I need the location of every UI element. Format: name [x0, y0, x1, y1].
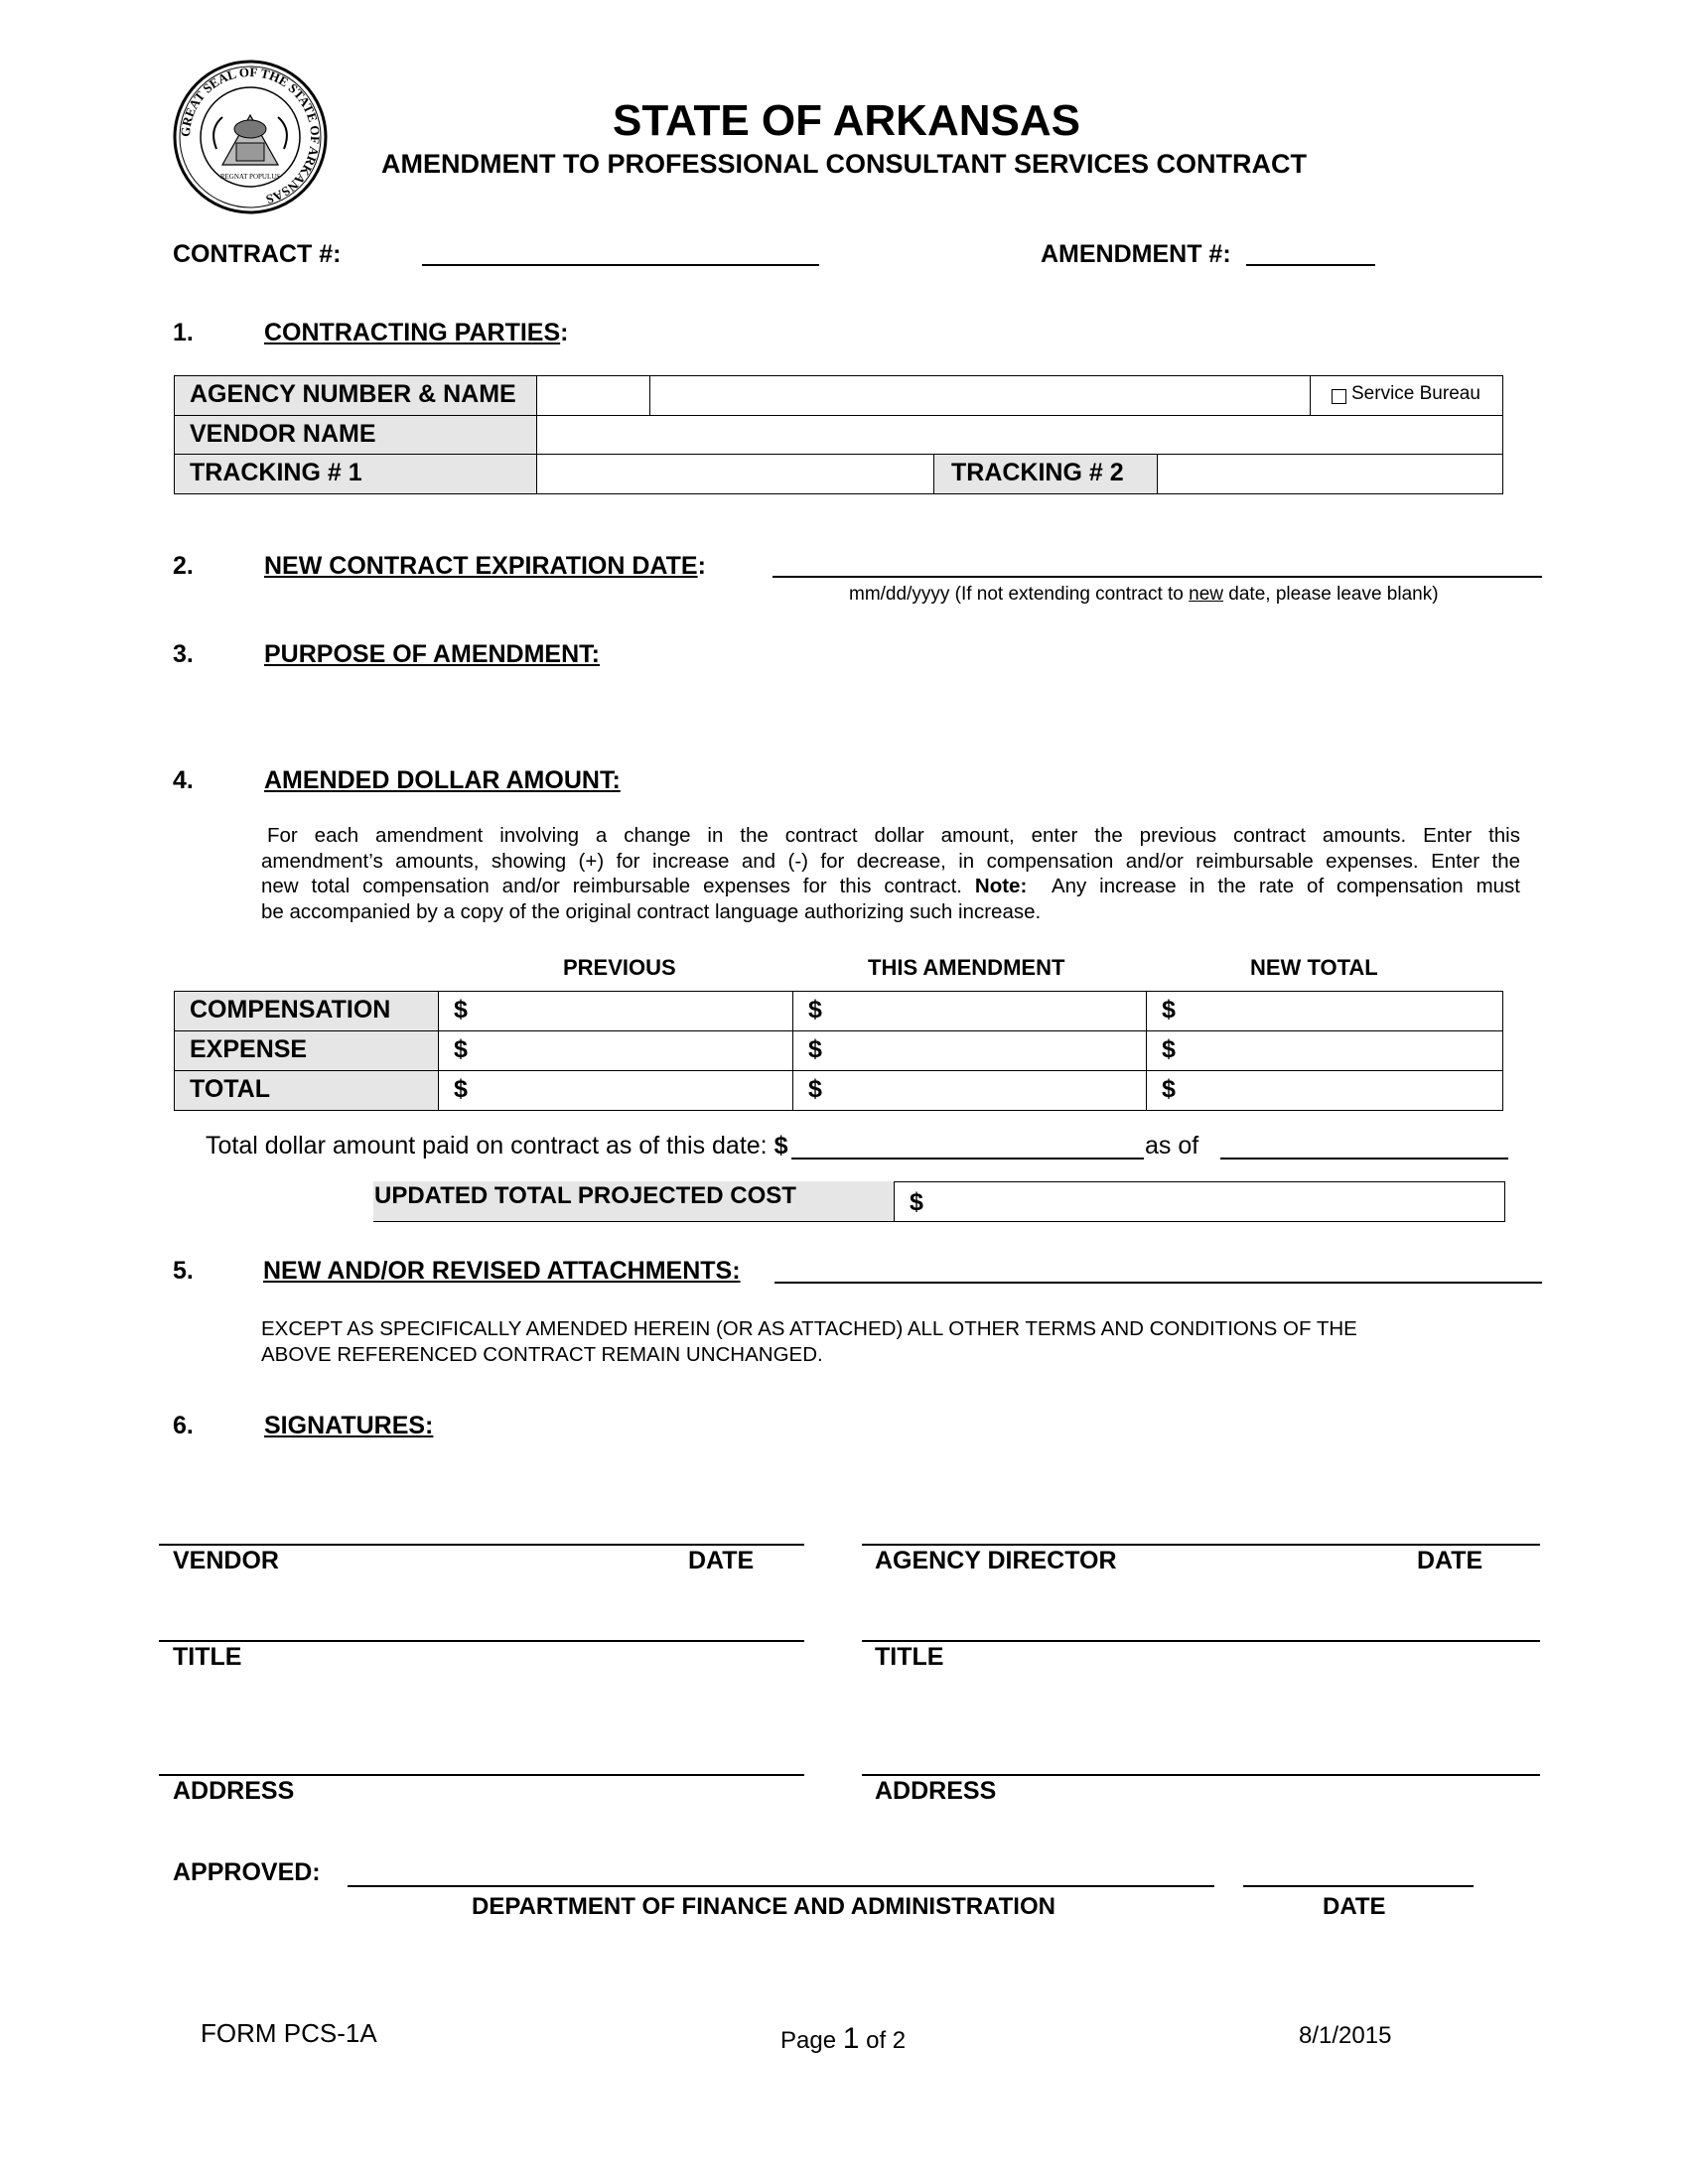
tracking2-label: TRACKING # 2	[951, 459, 1124, 486]
col-new-total: NEW TOTAL	[1250, 955, 1378, 980]
hint-after: date, please leave blank)	[1223, 584, 1439, 605]
paid-dollar: $	[774, 1132, 788, 1160]
except-line2: ABOVE REFERENCED CONTRACT REMAIN UNCHANGED.	[261, 1342, 823, 1366]
agency-address-label: ADDRESS	[875, 1777, 997, 1805]
row-expense-label: EXPENSE	[190, 1035, 308, 1063]
page-title: STATE OF ARKANSAS	[613, 96, 1080, 145]
section2-heading	[264, 552, 706, 581]
dfa-date-label: DATE	[1323, 1893, 1386, 1920]
instr-line2: amendment’s amounts, showing (+) for increase and (-) for decrease, in compensation and/or reimbursable expenses. Enter the	[261, 849, 1520, 873]
page-of: of 2	[866, 2027, 907, 2054]
vendor-signature-label: VENDOR	[173, 1547, 279, 1574]
dollar-sign: $	[1162, 1075, 1176, 1103]
expense-previous[interactable]	[438, 1030, 793, 1071]
section2-heading-text: NEW CONTRACT EXPIRATION DATE	[264, 552, 698, 580]
vendor-address-line[interactable]	[159, 1774, 804, 1776]
vendor-name-label: VENDOR NAME	[190, 420, 376, 448]
row-total-label: TOTAL	[190, 1075, 271, 1103]
section3-heading: PURPOSE OF AMENDMENT:	[264, 640, 600, 668]
page-word: Page	[780, 2027, 837, 2054]
amendment-number-label: AMENDMENT #:	[1041, 240, 1231, 268]
section1-heading	[264, 319, 568, 347]
total-new-total[interactable]	[1146, 1070, 1503, 1111]
agency-label: AGENCY NUMBER & NAME	[190, 380, 516, 408]
total-previous[interactable]	[438, 1070, 793, 1111]
row-compensation-label: COMPENSATION	[190, 996, 391, 1024]
form-date: 8/1/2015	[1299, 2022, 1392, 2049]
dollar-sign: $	[910, 1188, 923, 1216]
section1-heading-text: CONTRACTING PARTIES	[264, 319, 561, 346]
amendment-number-field[interactable]	[1246, 264, 1375, 266]
dollar-sign: $	[454, 996, 468, 1024]
agency-address-line[interactable]	[862, 1774, 1540, 1776]
hint-before: mm/dd/yyyy (If not extending contract to	[849, 584, 1190, 605]
expense-new-total[interactable]	[1146, 1030, 1503, 1071]
section2-number: 2.	[173, 552, 194, 580]
agency-title-label: TITLE	[875, 1643, 944, 1671]
dollar-sign: $	[808, 996, 822, 1024]
projected-cost-label: UPDATED TOTAL PROJECTED COST	[374, 1182, 796, 1209]
vendor-name-field[interactable]	[536, 415, 1503, 455]
seal-inner-text: REGNAT POPULUS	[219, 173, 281, 181]
dollar-sign: $	[1162, 996, 1176, 1024]
section6-heading: SIGNATURES:	[264, 1412, 434, 1439]
paid-to-date-field[interactable]	[791, 1158, 1144, 1160]
dfa-label: DEPARTMENT OF FINANCE AND ADMINISTRATION	[472, 1893, 1055, 1920]
dollar-sign: $	[808, 1035, 822, 1063]
except-line1: EXCEPT AS SPECIFICALLY AMENDED HEREIN (OR AS ATTACHED) ALL OTHER TERMS AND CONDITIONS OF THE	[261, 1317, 1357, 1340]
except-clause	[261, 1316, 1357, 1367]
section2-colon: :	[697, 552, 706, 580]
agency-director-date-label: DATE	[1417, 1547, 1483, 1574]
dollar-sign: $	[454, 1075, 468, 1103]
section5-heading: NEW AND/OR REVISED ATTACHMENTS:	[263, 1257, 741, 1285]
section5-number: 5.	[173, 1257, 194, 1285]
tracking1-field[interactable]	[536, 454, 934, 494]
as-of-label: as of	[1145, 1132, 1199, 1160]
dfa-date-line[interactable]	[1243, 1885, 1474, 1887]
col-previous: PREVIOUS	[563, 955, 676, 980]
dfa-approval-line[interactable]	[348, 1885, 1214, 1887]
instr-note: Note:	[974, 875, 1028, 897]
seal-ring-text: GREAT SEAL OF THE STATE OF ARKANSAS	[177, 64, 324, 207]
contract-number-field[interactable]	[422, 264, 819, 266]
section6-number: 6.	[173, 1412, 194, 1439]
vendor-address-label: ADDRESS	[173, 1777, 295, 1805]
compensation-previous[interactable]	[438, 991, 793, 1031]
hint-new: new	[1189, 584, 1224, 605]
col-this-amendment: THIS AMENDMENT	[868, 955, 1065, 980]
instr-line3b: Any increase in the rate of compensation must	[1027, 875, 1520, 897]
section1-number: 1.	[173, 319, 194, 346]
section1-colon: :	[560, 319, 569, 346]
page-subtitle: AMENDMENT TO PROFESSIONAL CONSULTANT SERVICES CONTRACT	[380, 149, 1308, 179]
section3-number: 3.	[173, 640, 194, 668]
service-bureau-label: Service Bureau	[1351, 383, 1480, 404]
vendor-signature-line[interactable]	[159, 1544, 804, 1546]
paid-to-date-label	[206, 1132, 787, 1160]
section4-heading: AMENDED DOLLAR AMOUNT:	[264, 766, 621, 794]
dollar-sign: $	[1162, 1035, 1176, 1063]
expiration-date-field[interactable]	[773, 576, 1542, 578]
agency-name-field[interactable]	[649, 375, 1311, 416]
tracking1-label: TRACKING # 1	[190, 459, 362, 486]
agency-director-label: AGENCY DIRECTOR	[875, 1547, 1117, 1574]
as-of-date-field[interactable]	[1220, 1158, 1508, 1160]
approved-label: APPROVED:	[173, 1858, 321, 1886]
instr-line3	[261, 874, 1520, 899]
vendor-title-line[interactable]	[159, 1640, 804, 1642]
page-indicator	[780, 2022, 906, 2056]
instr-line1: For each amendment involving a change in the contract dollar amount, enter the previous contract amounts. Enter this	[267, 824, 1520, 847]
vendor-date-label: DATE	[688, 1547, 755, 1574]
agency-number-field[interactable]	[536, 375, 650, 416]
amount-instructions	[261, 823, 1520, 924]
dollar-sign: $	[454, 1035, 468, 1063]
dollar-sign: $	[808, 1075, 822, 1103]
page-number: 1	[842, 2022, 860, 2055]
contract-number-label: CONTRACT #:	[173, 240, 342, 268]
attachments-field[interactable]	[774, 1282, 1542, 1284]
form-number: FORM PCS-1A	[201, 2018, 377, 2048]
instr-line4: be accompanied by a copy of the original contract language authorizing such increase.	[261, 899, 1042, 923]
projected-cost-field[interactable]	[894, 1181, 1505, 1222]
agency-director-signature-line[interactable]	[862, 1544, 1540, 1546]
paid-text: Total dollar amount paid on contract as of this date:	[206, 1132, 774, 1160]
service-bureau-checkbox[interactable]	[1332, 389, 1346, 404]
section4-number: 4.	[173, 766, 194, 794]
agency-title-line[interactable]	[862, 1640, 1540, 1642]
total-this-amendment[interactable]	[792, 1070, 1147, 1111]
vendor-title-label: TITLE	[173, 1643, 242, 1671]
compensation-this-amendment[interactable]	[792, 991, 1147, 1031]
compensation-new-total[interactable]	[1146, 991, 1503, 1031]
expiration-date-hint	[849, 584, 1439, 606]
expense-this-amendment[interactable]	[792, 1030, 1147, 1071]
instr-line3a: new total compensation and/or reimbursable expenses for this contract.	[261, 875, 975, 897]
tracking2-field[interactable]	[1157, 454, 1503, 494]
